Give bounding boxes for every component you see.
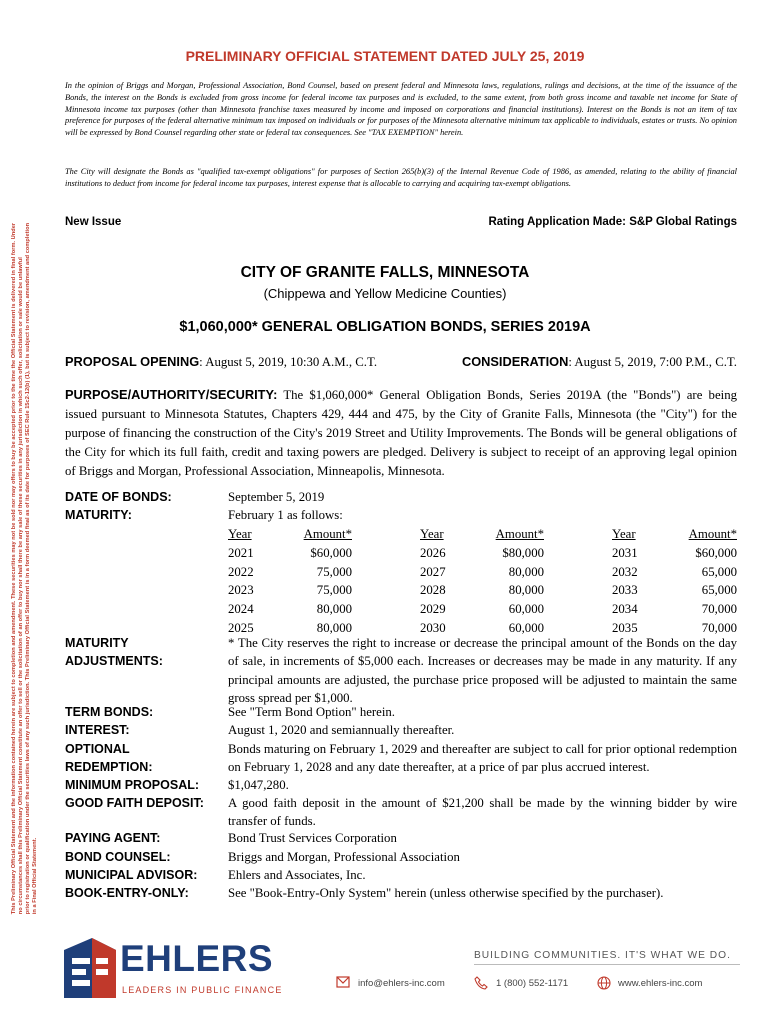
table-row [228,544,737,563]
side-notice-line: no circumstances shall this Preliminary Official Statement constitute an offer to sell or the solicitation of an offer to buy nor shall there be any sale of these securities in any jurisdiction in which such offer, solicitation or sale would be unlawful [17,257,24,915]
year-cell: 2025 [228,620,254,635]
issuer-counties: (Chippewa and Yellow Medicine Counties) [263,286,507,301]
side-notice-line: in a Final Official Statement. [32,837,39,915]
phone-icon [474,976,488,990]
interest-label: INTEREST: [65,723,130,737]
amount-cell: 80,000 [508,583,544,598]
minimum-proposal-value: $1,047,280. [228,778,289,792]
optional-redemption-label: OPTIONAL REDEMPTION: [65,742,153,775]
minimum-proposal-label: MINIMUM PROPOSAL: [65,778,200,792]
year-cell: 2028 [420,583,446,598]
amount-cell: 60,000 [508,602,544,617]
issuer-title: CITY OF GRANITE FALLS, MINNESOTA [240,264,530,281]
column-header-amount: Amount* [303,527,352,541]
column-header-year: Year [228,527,252,541]
maturity-value: February 1 as follows: [228,508,343,522]
amount-cell: 75,000 [316,583,352,598]
table-row [228,563,737,582]
column-header-amount: Amount* [688,527,737,541]
column-header-year: Year [612,527,636,541]
amount-cell: 65,000 [701,583,737,598]
municipal-advisor-label: MUNICIPAL ADVISOR: [65,868,198,882]
year-cell: 2031 [612,545,638,560]
term-bonds-value: See "Term Bond Option" herein. [228,705,395,719]
purpose-label: PURPOSE/AUTHORITY/SECURITY: [65,387,278,402]
date-of-bonds-label: DATE OF BONDS: [65,490,172,504]
amount-cell: 60,000 [508,620,544,635]
ehlers-logo-tagline: LEADERS IN PUBLIC FINANCE [122,985,283,995]
document-header: PRELIMINARY OFFICIAL STATEMENT DATED JULY 25, 2019 [185,48,585,64]
year-cell: 2023 [228,583,254,598]
rating-label: Rating Application Made: S&P Global Ratings [488,216,737,228]
year-cell: 2034 [612,602,638,617]
ehlers-logo-icon [62,936,118,998]
column-header-amount: Amount* [495,527,544,541]
globe-icon [597,976,611,990]
footer-website-link[interactable]: www.ehlers-inc.com [618,978,703,989]
maturity-label: MATURITY: [65,508,132,522]
year-cell: 2026 [420,545,446,560]
column-header-year: Year [420,527,444,541]
year-cell: 2035 [612,620,638,635]
table-row [228,600,737,619]
amount-cell: $60,000 [695,545,737,560]
tax-exempt-designation-paragraph: The City will designate the Bonds as "qualified tax-exempt obligations" for purposes of Section 265(b)(3) of the Internal Revenue Code of 1986, as amended, relating to the ability of financial institutions to deduct from income for federal income tax purposes, interest expense that is allocable to carrying and acquiring tax-exempt obligations. [65,167,737,188]
maturity-adjustments-label: MATURITY ADJUSTMENTS: [65,636,163,669]
year-cell: 2033 [612,583,638,598]
optional-redemption-value: Bonds maturing on February 1, 2029 and thereafter are subject to call for prior optional redemption on February 1, 2028 and any date thereafter, at a price of par plus accrued interest. [228,742,737,775]
year-cell: 2027 [420,564,446,579]
interest-value: August 1, 2020 and semiannually thereafter. [228,723,455,737]
year-cell: 2029 [420,602,446,617]
amount-cell: 65,000 [701,564,737,579]
consideration-label: CONSIDERATION [461,354,569,369]
consideration [462,353,737,372]
proposal-opening-label: PROPOSAL OPENING [65,354,200,369]
side-notice-line: This Preliminary Official Statement and the information contained herein are subject to completion and amendment. These securities may not be sold nor may offers to buy be accepted prior to the time the Official Statement is delivered in final form. Under [10,222,17,915]
purpose-text: The $1,060,000* General Obligation Bonds, Series 2019A (the "Bonds") are being issued pursuant to Minnesota Statutes, Chapters 429, 444 and 475, by the City of Granite Falls, Minnesota (the "City") for the purpose of financing the construction of the City's 2019 Street and Utility Improvements. The Bonds will be general obligations of the City for which its full faith, credit and taxing powers are pledged. Delivery is subject to receipt of an approving legal opinion of Briggs and Morgan, Professional Association, Minneapolis, Minnesota. [65,388,737,478]
proposal-opening [65,353,377,372]
amount-cell: 70,000 [701,620,737,635]
footer [60,930,740,1000]
tax-opinion-paragraph: In the opinion of Briggs and Morgan, Professional Association, Bond Counsel, based on present federal and Minnesota laws, regulations, rulings and decisions, at the time of the issuance of the Bonds, the interest on the Bonds is excluded from gross income for federal income tax purposes and is excluded, to the same extent, from both gross income and taxable net income for State of Minnesota income tax purposes (other than Minnesota franchise taxes measured by income and imposed on corporations and financial institutions). Interest on the Bonds is not an item of tax preference for purposes of the federal alternative minimum tax imposed on individuals or for purposes of the Minnesota alternative minimum tax applicable to individuals, estates or trusts. No opinion will be expressed by Bond Counsel regarding other state or federal tax consequences. See "TAX EXEMPTION" herein. [65,81,737,138]
table-row [228,581,737,600]
footer-divider [474,964,740,965]
email-icon [336,976,350,988]
good-faith-deposit-label: GOOD FAITH DEPOSIT: [65,796,204,810]
good-faith-deposit-value: A good faith deposit in the amount of $21,200 shall be made by the winning bidder by wire transfer of funds. [228,796,737,829]
municipal-advisor-value: Ehlers and Associates, Inc. [228,868,366,882]
table-header-row [228,525,737,544]
amount-cell: $80,000 [502,545,544,560]
amount-cell: 80,000 [316,602,352,617]
proposal-opening-value: : August 5, 2019, 10:30 A.M., C.T. [199,355,378,369]
year-cell: 2032 [612,564,638,579]
amount-cell: 80,000 [508,564,544,579]
year-cell: 2024 [228,602,254,617]
date-of-bonds-value: September 5, 2019 [228,490,325,504]
new-issue-label: New Issue [65,216,122,228]
year-cell: 2022 [228,564,254,579]
amount-cell: 70,000 [701,602,737,617]
footer-email-link[interactable]: info@ehlers-inc.com [358,978,445,989]
amount-cell: 80,000 [316,620,352,635]
footer-phone-link[interactable]: 1 (800) 552-1171 [496,978,569,989]
side-notice-line: prior to registration or qualification under the securities laws of any such jurisdiction. This Preliminary Official Statement is in a form deemed final as of its date for purposes of SEC Rule 15c2-12(b) (1), but is subject to revision, amendment and completion [25,222,31,915]
term-bonds-label: TERM BONDS: [65,705,154,719]
bond-counsel-label: BOND COUNSEL: [65,850,171,864]
ehlers-logo-text: EHLERS [120,938,274,979]
book-entry-only-value: See "Book-Entry-Only System" herein (unless otherwise specified by the purchaser). [228,886,664,900]
bond-counsel-value: Briggs and Morgan, Professional Association [228,850,460,864]
purpose-paragraph [65,385,737,481]
side-legal-notice [11,54,39,914]
paying-agent-value: Bond Trust Services Corporation [228,831,397,845]
maturity-schedule-table [228,525,737,638]
year-cell: 2030 [420,620,446,635]
consideration-value: : August 5, 2019, 7:00 P.M., C.T. [568,355,737,369]
amount-cell: $60,000 [310,545,352,560]
bond-issue-title: $1,060,000* GENERAL OBLIGATION BONDS, SERIES 2019A [179,319,591,335]
maturity-adjustments-value: * The City reserves the right to increase or decrease the principal amount of the Bonds on the day of sale, in increments of $5,000 each. Increases or decreases may be made in any maturity. If any principal amounts are adjusted, the purchase price proposed will be adjusted to maintain the same gross spread per $1,000. [228,636,737,706]
footer-slogan: BUILDING COMMUNITIES. IT'S WHAT WE DO. [474,950,731,961]
paying-agent-label: PAYING AGENT: [65,831,161,845]
book-entry-only-label: BOOK-ENTRY-ONLY: [65,886,189,900]
amount-cell: 75,000 [316,564,352,579]
year-cell: 2021 [228,545,254,560]
